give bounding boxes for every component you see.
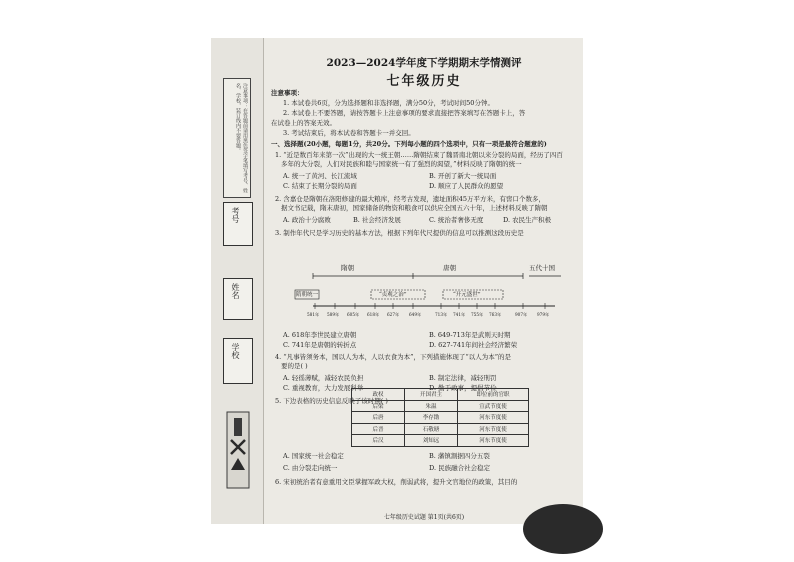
timeline-era-sui: 隋朝 bbox=[341, 264, 354, 272]
timeline-label-zhenguan: “贞观之治” bbox=[379, 292, 407, 298]
q4-option-b: B. 制定法律，减轻刑罚 bbox=[429, 374, 497, 382]
note-2: 2. 本试卷上不要答题，请按答题卡上注意事项的要求直接把答案填写在答题卡上，答 bbox=[283, 109, 526, 117]
year-581: 581年 bbox=[307, 312, 320, 317]
q2-option-a: A. 政治十分腐败 bbox=[283, 216, 331, 224]
school-field bbox=[223, 338, 253, 384]
notes-heading: 注意事项： bbox=[271, 89, 304, 97]
year-605: 605年 bbox=[347, 312, 360, 317]
q4-option-a: A. 轻徭薄赋，减轻农民负担 bbox=[283, 374, 364, 382]
year-627: 627年 bbox=[387, 312, 400, 317]
binding-margin bbox=[211, 38, 264, 524]
year-755: 755年 bbox=[471, 312, 484, 317]
question-2-line-1: 2. 含嘉仓是隋朝在洛阳修建的最大粮库，经考古发现，遗址面积45万平方米，有窖口个数多， bbox=[275, 195, 546, 203]
note-2-cont: 在试卷上的答案无效。 bbox=[271, 119, 336, 127]
timeline-era-tang: 唐朝 bbox=[443, 264, 456, 272]
timeline-era-wudai: 五代十国 bbox=[529, 264, 555, 272]
timeline-label-kaiyuan: “开元盛世” bbox=[453, 292, 481, 298]
question-2-line-2: 据文书记载，隋末唐初，国家储备的物资和粮食可以供应全国五六十年，上述材料反映了隋朝 bbox=[281, 204, 548, 212]
q3-option-c: C. 741年是唐朝的转折点 bbox=[283, 341, 357, 349]
timeline-years bbox=[307, 311, 563, 319]
table-cell: 河东节度使 bbox=[458, 423, 529, 435]
publisher-seal-logo bbox=[225, 410, 251, 490]
q3-option-b: B. 649-713年是武则天时期 bbox=[429, 331, 511, 339]
year-649: 649年 bbox=[409, 312, 422, 317]
table-cell: 河东节度使 bbox=[458, 412, 529, 424]
table-cell: 石敬瑭 bbox=[405, 423, 458, 435]
q1-option-a: A. 统一了黄河、长江流域 bbox=[283, 172, 357, 180]
table-header-founder: 开国君主 bbox=[405, 389, 458, 401]
exam-content-lower bbox=[271, 392, 577, 532]
q1-option-b: B. 开创了新大一统局面 bbox=[429, 172, 497, 180]
table-cell: 刘知远 bbox=[405, 435, 458, 447]
binding-notice-text: 注意事项：在答题前请用黑色签字笔填写考号、姓名、学校，装订线内不要答题。 bbox=[235, 83, 248, 193]
q1-option-c: C. 结束了长期分裂的局面 bbox=[283, 182, 357, 190]
name-label: 姓名 bbox=[231, 283, 240, 299]
year-741: 741年 bbox=[453, 312, 466, 317]
year-713: 713年 bbox=[435, 312, 448, 317]
binding-notice-box bbox=[223, 78, 251, 198]
table-cell: 李存勖 bbox=[405, 412, 458, 424]
year-589: 589年 bbox=[327, 312, 340, 317]
q2-option-b: B. 社会经济发展 bbox=[353, 216, 401, 224]
table-header-regime: 政权 bbox=[352, 389, 405, 401]
q5-option-a: A. 国家统一社会稳定 bbox=[283, 452, 344, 460]
q1-option-d: D. 顺应了人民群众的愿望 bbox=[429, 182, 504, 190]
table-cell: 后唐 bbox=[352, 412, 405, 424]
note-1: 1. 本试卷共6页，分为选择题和非选择题，满分50分，考试时间50分钟。 bbox=[283, 99, 494, 107]
question-5: 5. 下边表格的历史信息反映了该时期( ) bbox=[275, 397, 388, 405]
q2-option-c: C. 统治者奢侈无度 bbox=[429, 216, 484, 224]
q3-option-d: D. 627-741年间社会经济繁荣 bbox=[429, 341, 518, 349]
question-1-line-1: 1. “近是数百年来第一次”出现的大一统王朝……隋朝结束了魏晋南北朝以来分裂的局面，经历了四百 bbox=[275, 151, 563, 159]
q4-option-c: C. 重视教育，大力发展科举 bbox=[283, 384, 364, 392]
school-label: 学校 bbox=[231, 343, 240, 359]
question-3: 3. 制作年代尺是学习历史的基本方法，根据下列年代尺提供的信息可以推测这段历史是 bbox=[275, 229, 524, 237]
exam-number-label: 考号 bbox=[231, 207, 240, 223]
timeline-axis bbox=[293, 272, 563, 312]
question-4-line-2: 要的是( ) bbox=[281, 362, 308, 370]
q5-option-b: B. 藩镇割据四分五裂 bbox=[429, 452, 490, 460]
year-907: 907年 bbox=[515, 312, 528, 317]
table-cell: 后梁 bbox=[352, 400, 405, 412]
table-header-office: 即位前的官职 bbox=[458, 389, 529, 401]
q4-option-d: D. 勤于政事，提倡节俭 bbox=[429, 384, 497, 392]
exam-number-field bbox=[223, 202, 253, 246]
timeline-figure bbox=[293, 264, 563, 326]
q3-option-a: A. 618年李世民建立唐朝 bbox=[283, 331, 357, 339]
question-1-line-2: 多年的大分裂，人们对民族和睦与国家统一有了强烈的渴望，”材料反映了隋朝的统一 bbox=[281, 160, 522, 168]
table-cell: 后汉 bbox=[352, 435, 405, 447]
name-field bbox=[223, 278, 253, 320]
question-6: 6. 宋初统治者有意重用文臣掌握军政大权，削弱武将，提升文官地位的政策，其目的 bbox=[275, 478, 518, 486]
note-3: 3. 考试结束后，将本试卷和答题卡一并交回。 bbox=[283, 129, 415, 137]
q2-option-d: D. 农民生产积极 bbox=[503, 216, 552, 224]
section-1-heading: 一、选择题(20小题，每题1分，共20分。下列每小题的四个选项中，只有一项是最符合题意的) bbox=[271, 140, 547, 148]
table-cell: 宣武节度使 bbox=[458, 400, 529, 412]
exam-title: 2023—2024学年度下学期期末学情测评 bbox=[326, 57, 522, 69]
year-618: 618年 bbox=[367, 312, 380, 317]
table-cell: 朱温 bbox=[405, 400, 458, 412]
q5-option-c: C. 由分裂走向统一 bbox=[283, 464, 338, 472]
table-cell: 后晋 bbox=[352, 423, 405, 435]
page-footer: 七年级历史试题 第1页(共6页) bbox=[383, 514, 465, 521]
table-cell: 河东节度使 bbox=[458, 435, 529, 447]
year-979: 979年 bbox=[537, 312, 550, 317]
year-763: 763年 bbox=[489, 312, 502, 317]
exam-subject: 七年级历史 bbox=[386, 74, 462, 89]
timeline-label-unify: 隋朝统一 bbox=[296, 292, 319, 298]
q5-option-d: D. 民族融合社会稳定 bbox=[429, 464, 491, 472]
question-4-line-1: 4. “凡事皆须务本，国以人为本，人以衣食为本”，下列措施体现了“以人为本”的是 bbox=[275, 353, 512, 361]
